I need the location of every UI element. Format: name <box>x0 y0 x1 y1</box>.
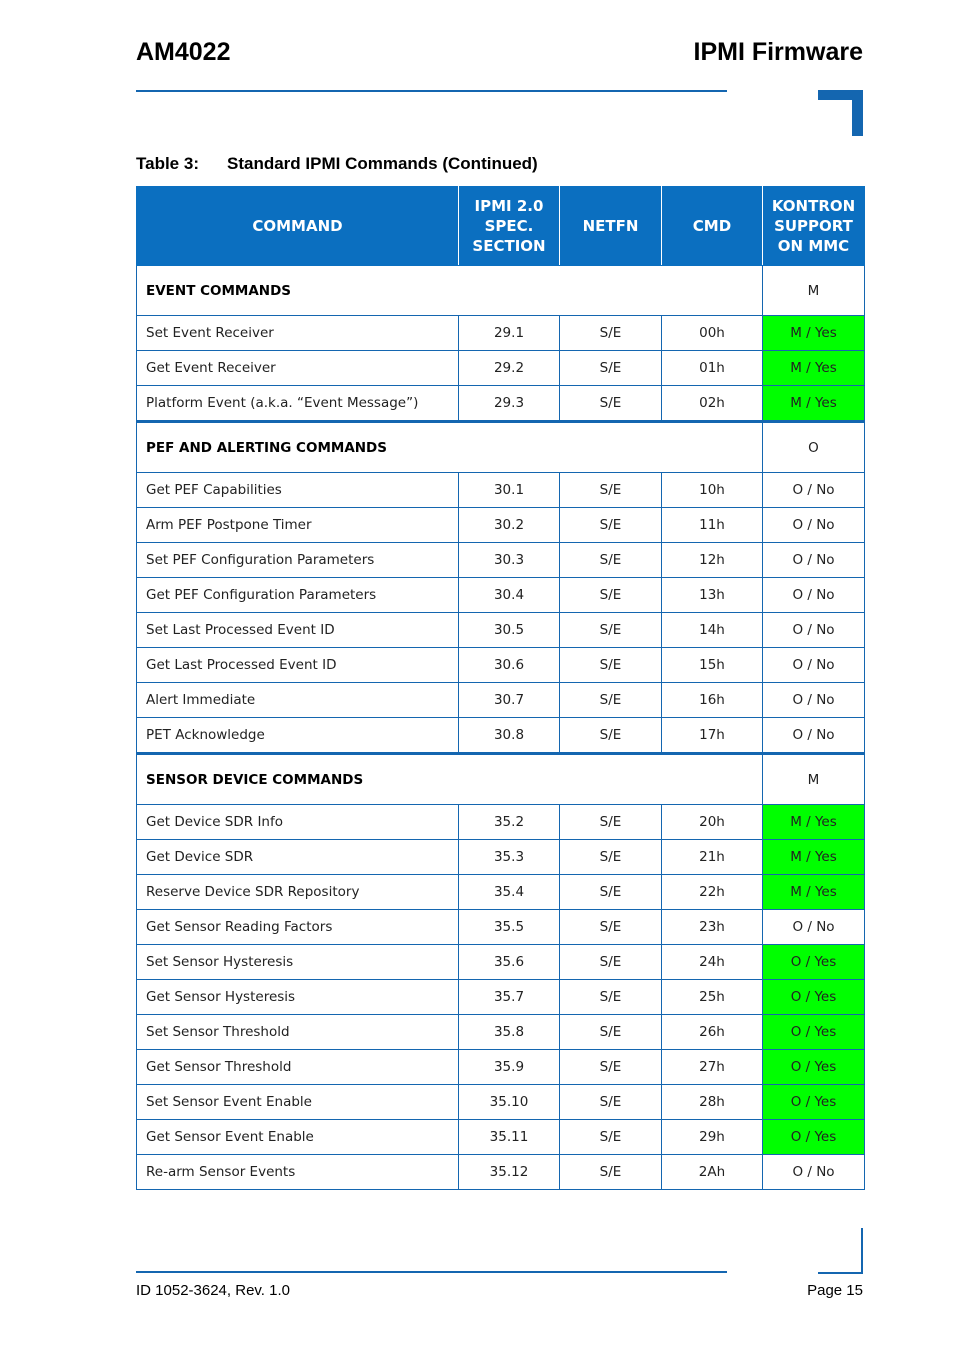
command-cell: Get PEF Capabilities <box>137 473 459 508</box>
support-cell: O / Yes <box>763 1050 865 1085</box>
netfn-cell: S/E <box>560 980 662 1015</box>
document-id: ID 1052-3624, Rev. 1.0 <box>136 1282 290 1299</box>
command-cell: Get PEF Configuration Parameters <box>137 578 459 613</box>
support-cell: O / No <box>763 578 865 613</box>
netfn-cell: S/E <box>560 683 662 718</box>
cmd-code-cell: 21h <box>662 840 763 875</box>
cmd-code-cell: 23h <box>662 910 763 945</box>
table-row <box>137 351 865 386</box>
section-title: PEF AND ALERTING COMMANDS <box>137 422 763 473</box>
table-row <box>137 578 865 613</box>
table-row <box>137 1155 865 1190</box>
spec-section-cell: 30.3 <box>459 543 560 578</box>
command-cell: Get Last Processed Event ID <box>137 648 459 683</box>
command-cell: Re-arm Sensor Events <box>137 1155 459 1190</box>
cmd-code-cell: 28h <box>662 1085 763 1120</box>
section-row <box>137 754 865 805</box>
support-cell: M / Yes <box>763 840 865 875</box>
command-cell: Platform Event (a.k.a. “Event Message”) <box>137 386 459 422</box>
spec-section-cell: 30.7 <box>459 683 560 718</box>
command-cell: Reserve Device SDR Repository <box>137 875 459 910</box>
netfn-cell: S/E <box>560 386 662 422</box>
cmd-code-cell: 17h <box>662 718 763 754</box>
footer-rule <box>136 1271 727 1273</box>
table-row <box>137 316 865 351</box>
section-support: O <box>763 422 865 473</box>
table-body <box>137 266 865 1190</box>
table-row <box>137 805 865 840</box>
table-row <box>137 718 865 754</box>
command-cell: Get Device SDR Info <box>137 805 459 840</box>
support-cell: O / No <box>763 473 865 508</box>
spec-section-cell: 35.6 <box>459 945 560 980</box>
cmd-code-cell: 29h <box>662 1120 763 1155</box>
table-row <box>137 683 865 718</box>
spec-section-cell: 35.9 <box>459 1050 560 1085</box>
table-row <box>137 1085 865 1120</box>
support-cell: M / Yes <box>763 316 865 351</box>
support-cell: M / Yes <box>763 386 865 422</box>
support-cell: O / Yes <box>763 1120 865 1155</box>
netfn-cell: S/E <box>560 648 662 683</box>
spec-section-cell: 29.3 <box>459 386 560 422</box>
table-caption <box>136 154 538 174</box>
netfn-cell: S/E <box>560 1085 662 1120</box>
command-cell: Arm PEF Postpone Timer <box>137 508 459 543</box>
table-row <box>137 1120 865 1155</box>
support-cell: O / No <box>763 508 865 543</box>
table-row <box>137 613 865 648</box>
spec-section-cell: 29.1 <box>459 316 560 351</box>
col-header-spec: IPMI 2.0 SPEC. SECTION <box>459 187 560 266</box>
cmd-code-cell: 25h <box>662 980 763 1015</box>
cmd-code-cell: 2Ah <box>662 1155 763 1190</box>
document-section: IPMI Firmware <box>693 38 863 66</box>
cmd-code-cell: 10h <box>662 473 763 508</box>
cmd-code-cell: 01h <box>662 351 763 386</box>
command-cell: Get Sensor Threshold <box>137 1050 459 1085</box>
netfn-cell: S/E <box>560 316 662 351</box>
netfn-cell: S/E <box>560 1120 662 1155</box>
spec-section-cell: 35.2 <box>459 805 560 840</box>
netfn-cell: S/E <box>560 840 662 875</box>
col-header-support: KONTRON SUPPORT ON MMC <box>763 187 865 266</box>
netfn-cell: S/E <box>560 578 662 613</box>
spec-section-cell: 35.10 <box>459 1085 560 1120</box>
command-cell: Set Sensor Event Enable <box>137 1085 459 1120</box>
netfn-cell: S/E <box>560 351 662 386</box>
spec-section-cell: 35.7 <box>459 980 560 1015</box>
command-cell: Set Sensor Hysteresis <box>137 945 459 980</box>
support-cell: O / No <box>763 683 865 718</box>
spec-section-cell: 35.5 <box>459 910 560 945</box>
cmd-code-cell: 16h <box>662 683 763 718</box>
spec-section-cell: 30.2 <box>459 508 560 543</box>
table-number: Table 3: <box>136 154 199 173</box>
ipmi-commands-table <box>136 186 865 1190</box>
netfn-cell: S/E <box>560 543 662 578</box>
col-header-command: COMMAND <box>137 187 459 266</box>
support-cell: O / No <box>763 613 865 648</box>
netfn-cell: S/E <box>560 875 662 910</box>
col-header-netfn: NETFN <box>560 187 662 266</box>
cmd-code-cell: 27h <box>662 1050 763 1085</box>
cmd-code-cell: 22h <box>662 875 763 910</box>
netfn-cell: S/E <box>560 508 662 543</box>
table-row <box>137 648 865 683</box>
cmd-code-cell: 20h <box>662 805 763 840</box>
spec-section-cell: 30.5 <box>459 613 560 648</box>
netfn-cell: S/E <box>560 1155 662 1190</box>
support-cell: O / No <box>763 910 865 945</box>
support-cell: O / Yes <box>763 1015 865 1050</box>
command-cell: Set Sensor Threshold <box>137 1015 459 1050</box>
table-row <box>137 508 865 543</box>
support-cell: M / Yes <box>763 805 865 840</box>
section-title: EVENT COMMANDS <box>137 266 763 316</box>
document-title: AM4022 <box>136 38 231 66</box>
page-number: Page 15 <box>807 1282 863 1299</box>
support-cell: M / Yes <box>763 351 865 386</box>
command-cell: Set Last Processed Event ID <box>137 613 459 648</box>
col-header-cmd: CMD <box>662 187 763 266</box>
table-header-row <box>137 187 865 266</box>
support-cell: O / No <box>763 543 865 578</box>
command-cell: PET Acknowledge <box>137 718 459 754</box>
netfn-cell: S/E <box>560 613 662 648</box>
support-cell: O / No <box>763 648 865 683</box>
cmd-code-cell: 00h <box>662 316 763 351</box>
section-title: SENSOR DEVICE COMMANDS <box>137 754 763 805</box>
support-cell: O / Yes <box>763 980 865 1015</box>
netfn-cell: S/E <box>560 718 662 754</box>
spec-section-cell: 35.12 <box>459 1155 560 1190</box>
spec-section-cell: 35.3 <box>459 840 560 875</box>
table-row <box>137 1015 865 1050</box>
table-row <box>137 840 865 875</box>
corner-bracket-bottom <box>818 1228 863 1274</box>
table-row <box>137 543 865 578</box>
command-cell: Set PEF Configuration Parameters <box>137 543 459 578</box>
command-cell: Set Event Receiver <box>137 316 459 351</box>
table-row <box>137 945 865 980</box>
section-row <box>137 266 865 316</box>
netfn-cell: S/E <box>560 805 662 840</box>
netfn-cell: S/E <box>560 910 662 945</box>
table-title: Standard IPMI Commands (Continued) <box>227 154 538 173</box>
support-cell: M / Yes <box>763 875 865 910</box>
section-row <box>137 422 865 473</box>
table-row <box>137 386 865 422</box>
cmd-code-cell: 13h <box>662 578 763 613</box>
table-row <box>137 1050 865 1085</box>
netfn-cell: S/E <box>560 945 662 980</box>
spec-section-cell: 35.4 <box>459 875 560 910</box>
command-cell: Get Event Receiver <box>137 351 459 386</box>
command-cell: Get Sensor Event Enable <box>137 1120 459 1155</box>
command-cell: Get Device SDR <box>137 840 459 875</box>
spec-section-cell: 35.8 <box>459 1015 560 1050</box>
netfn-cell: S/E <box>560 1015 662 1050</box>
cmd-code-cell: 24h <box>662 945 763 980</box>
cmd-code-cell: 02h <box>662 386 763 422</box>
header-rule <box>136 90 727 92</box>
netfn-cell: S/E <box>560 473 662 508</box>
spec-section-cell: 30.1 <box>459 473 560 508</box>
command-cell: Alert Immediate <box>137 683 459 718</box>
cmd-code-cell: 15h <box>662 648 763 683</box>
table-row <box>137 473 865 508</box>
command-cell: Get Sensor Reading Factors <box>137 910 459 945</box>
cmd-code-cell: 26h <box>662 1015 763 1050</box>
spec-section-cell: 30.8 <box>459 718 560 754</box>
cmd-code-cell: 11h <box>662 508 763 543</box>
cmd-code-cell: 12h <box>662 543 763 578</box>
spec-section-cell: 35.11 <box>459 1120 560 1155</box>
command-cell: Get Sensor Hysteresis <box>137 980 459 1015</box>
section-support: M <box>763 754 865 805</box>
support-cell: O / Yes <box>763 1085 865 1120</box>
netfn-cell: S/E <box>560 1050 662 1085</box>
support-cell: O / No <box>763 718 865 754</box>
corner-bracket-top <box>818 90 863 136</box>
spec-section-cell: 30.4 <box>459 578 560 613</box>
spec-section-cell: 29.2 <box>459 351 560 386</box>
support-cell: O / Yes <box>763 945 865 980</box>
table-row <box>137 910 865 945</box>
spec-section-cell: 30.6 <box>459 648 560 683</box>
table-row <box>137 980 865 1015</box>
cmd-code-cell: 14h <box>662 613 763 648</box>
table-row <box>137 875 865 910</box>
section-support: M <box>763 266 865 316</box>
support-cell: O / No <box>763 1155 865 1190</box>
